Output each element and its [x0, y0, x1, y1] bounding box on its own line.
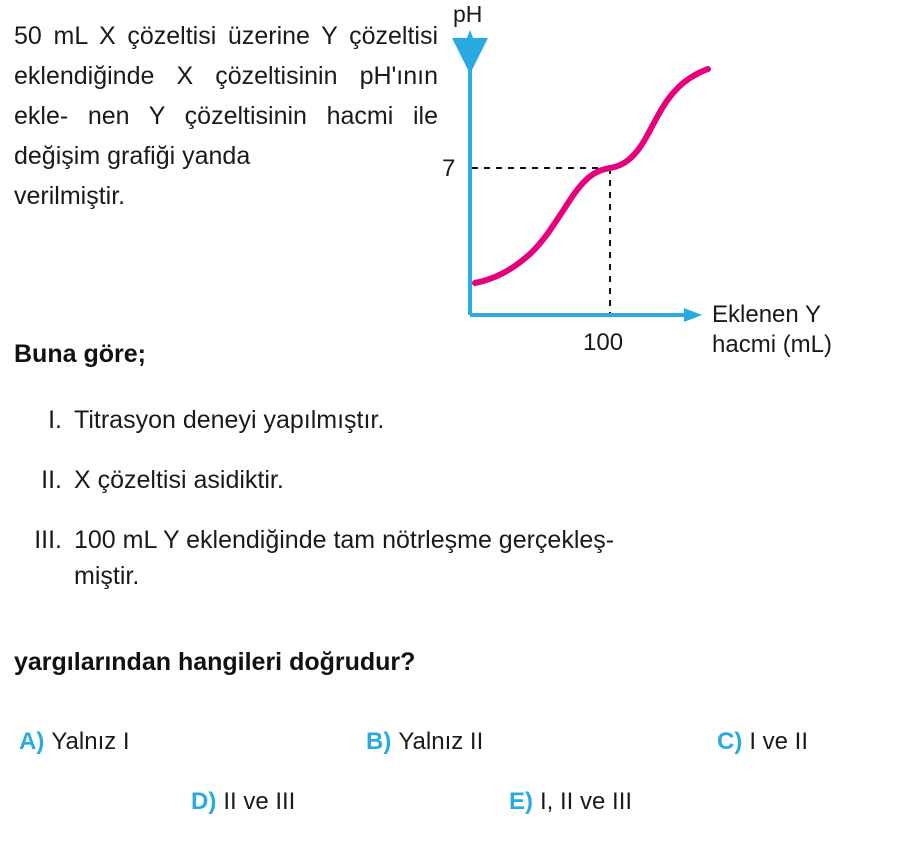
intro-line-5: ile değişim grafiği yanda	[14, 102, 438, 170]
x-axis-label-line1: Eklenen Y	[712, 301, 821, 328]
intro-line-1: 50 mL X çözeltisi üzerine	[14, 22, 310, 50]
option-a-letter: A)	[19, 728, 45, 755]
statement-text: 100 mL Y eklendiğinde tam nötrleşme gerçekleş-	[74, 526, 615, 554]
question-prompt: yargılarından hangileri doğrudur?	[14, 648, 416, 676]
buna-gore-label: Buna göre;	[14, 340, 146, 368]
y-axis-label: pH	[453, 1, 483, 27]
x-axis-label-line2: hacmi (mL)	[712, 331, 833, 358]
option-c[interactable]	[717, 728, 808, 756]
y-tick-7: 7	[442, 155, 456, 182]
option-d-letter: D)	[191, 788, 217, 815]
statement-number: I.	[48, 406, 62, 434]
option-d-label: II ve III	[223, 788, 296, 815]
option-e-label: I, II ve III	[540, 788, 633, 815]
option-d[interactable]	[191, 788, 295, 816]
statement-item	[14, 402, 904, 438]
statement-item	[14, 462, 904, 498]
statement-text: Titrasyon deneyi yapılmıştır.	[74, 406, 385, 434]
statement-text-wrap	[74, 522, 904, 594]
intro-paragraph	[14, 16, 438, 216]
option-b-letter: B)	[366, 728, 392, 755]
option-e-letter: E)	[509, 788, 533, 815]
option-c-label: I ve II	[749, 728, 809, 755]
option-b[interactable]	[366, 728, 483, 756]
option-a[interactable]	[19, 728, 130, 756]
x-axis-arrow	[684, 308, 702, 322]
intro-line-2: Y çözeltisi eklendiğinde X	[14, 22, 438, 90]
x-tick-100: 100	[583, 329, 624, 356]
option-c-letter: C)	[717, 728, 743, 755]
option-a-label: Yalnız I	[51, 728, 130, 755]
titration-curve	[475, 69, 708, 283]
statement-item	[14, 522, 904, 594]
statement-text-cont: miştir.	[74, 562, 140, 590]
option-b-label: Yalnız II	[398, 728, 484, 755]
titration-chart	[440, 0, 910, 360]
statement-number: III.	[34, 526, 62, 554]
intro-line-3: çözeltisinin pH'ının ekle-	[14, 62, 438, 130]
y-axis-arrow	[463, 30, 477, 48]
statements-list	[14, 402, 904, 618]
intro-line-6: verilmiştir.	[14, 182, 126, 210]
option-e[interactable]	[509, 788, 632, 816]
intro-line-4: nen Y çözeltisinin hacmi	[87, 102, 394, 130]
statement-number: II.	[41, 466, 62, 494]
statement-text: X çözeltisi asidiktir.	[74, 466, 284, 494]
